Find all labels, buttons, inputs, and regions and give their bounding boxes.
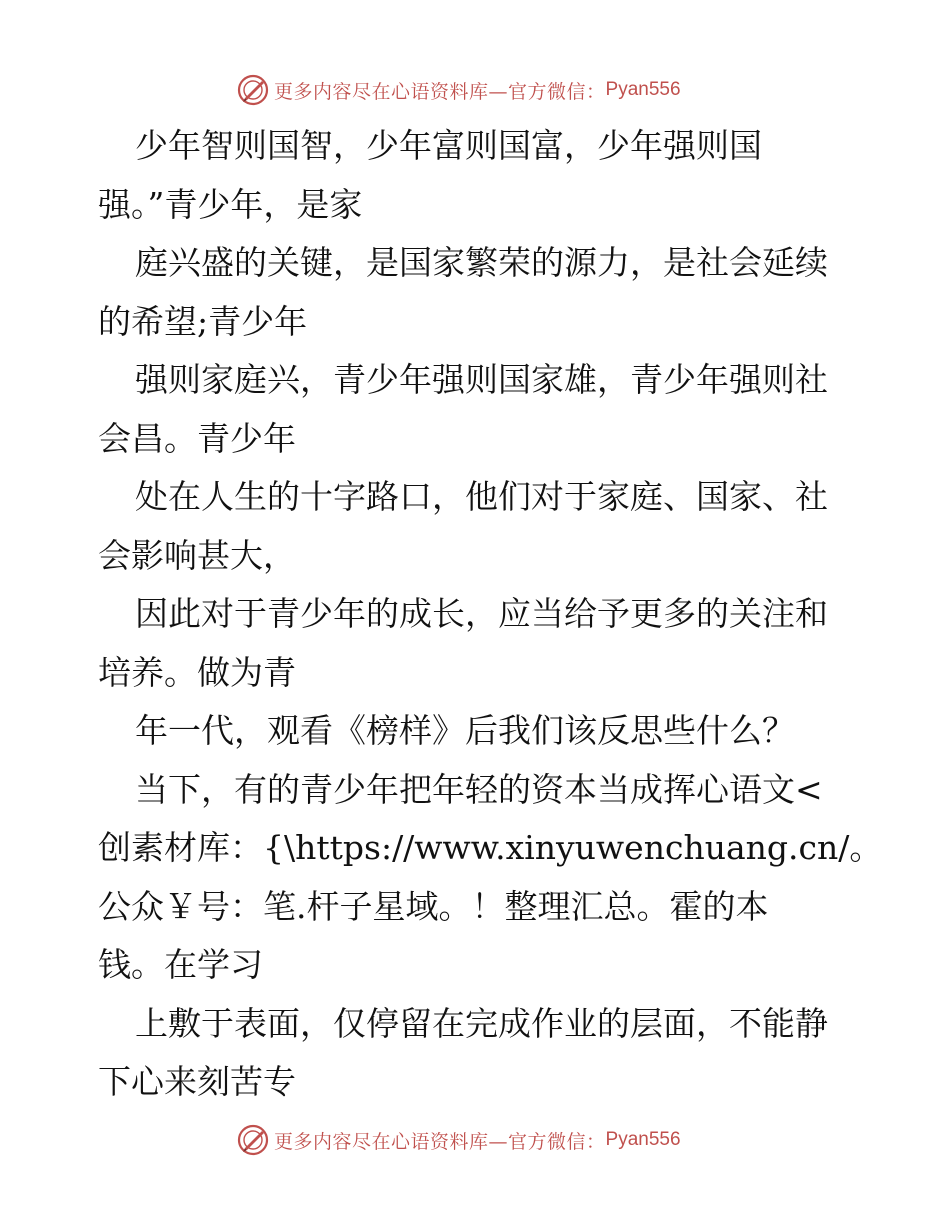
logo-icon	[236, 73, 270, 107]
footer-banner-handle: Pyan556	[605, 1129, 681, 1150]
text-line: 会昌。青少年	[98, 418, 296, 458]
header-banner	[236, 72, 716, 108]
header-banner-handle: Pyan556	[605, 79, 681, 100]
text-line: 钱。在学习	[98, 945, 263, 984]
text-line: 创素材库：{\https://www.xinyuwenchuang.cn/。	[98, 828, 883, 867]
header-banner-text: 更多内容尽在心语资料库—官方微信：	[274, 80, 606, 103]
text-line: 年一代，观看《榜样》后我们该反思些什么？	[135, 711, 795, 750]
text-line: 上敷于表面，仅停留在完成作业的层面，不能静	[135, 1003, 828, 1043]
body-text	[98, 117, 883, 1112]
text-line: 下心来刻苦专	[98, 1062, 296, 1101]
text-line: 处在人生的十字路口，他们对于家庭、国家、社	[135, 477, 828, 516]
text-line: 少年智则国智，少年富则国富，少年强则国	[135, 126, 762, 165]
text-line: 培养。做为青	[98, 652, 296, 692]
text-line: 公众￥号：笔.杆子星域。！整理汇总。霍的本	[98, 886, 769, 926]
logo-icon	[236, 1123, 270, 1157]
text-line: 当下，有的青少年把年轻的资本当成挥心语文<	[135, 769, 823, 809]
text-line: 因此对于青少年的成长，应当给予更多的关注和	[135, 594, 828, 633]
footer-banner	[236, 1122, 716, 1158]
text-line: 庭兴盛的关键，是国家繁荣的源力，是社会延续	[135, 243, 828, 282]
footer-banner-text: 更多内容尽在心语资料库—官方微信：	[274, 1130, 606, 1153]
text-line: 会影响甚大，	[98, 535, 296, 575]
text-line: 的希望;青少年	[98, 301, 308, 341]
text-line: 强则家庭兴，青少年强则国家雄，青少年强则社	[135, 360, 828, 399]
text-line: 强。”青少年，是家	[98, 184, 363, 224]
